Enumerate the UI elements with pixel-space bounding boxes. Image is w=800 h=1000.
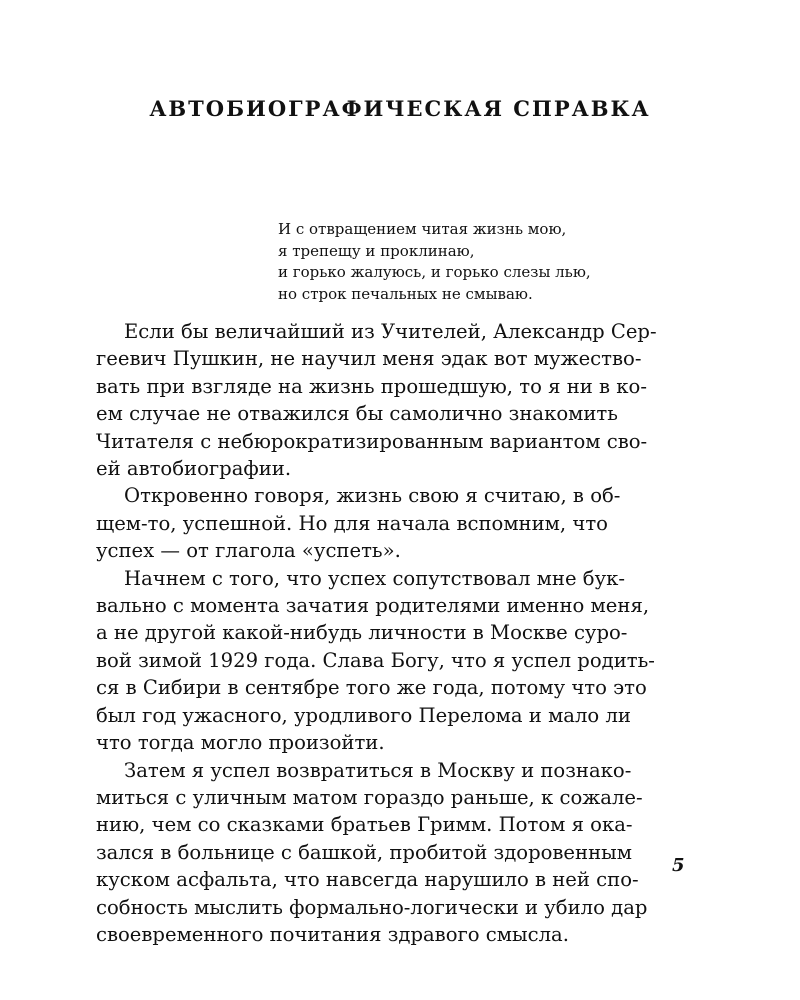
epigraph-line: но строк печальных не смываю.: [278, 284, 533, 303]
text-line: своевременного почитания здравого смысла.: [96, 922, 569, 946]
text-line: а не другой какой-нибудь личности в Москве суро-: [96, 621, 628, 645]
text-line: был год ужасного, уродливого Перелома и мало ли: [96, 703, 631, 727]
epigraph-line: и горько жалуюсь, и горько слезы лью,: [278, 263, 591, 281]
text-line: ей автобиографии.: [96, 457, 292, 481]
text-line: Начнем с того, что успех сопутствовал мне бук-: [124, 566, 625, 590]
text-line: геевич Пушкин, не научил меня эдак вот мужество-: [96, 347, 642, 371]
text-line: Читателя с небюрократизированным вариантом сво-: [96, 429, 648, 453]
epigraph: [278, 219, 718, 305]
text-line: вой зимой 1929 года. Слава Богу, что я успел родить-: [96, 648, 655, 672]
text-line: зался в больнице с башкой, пробитой здоровенным: [96, 840, 632, 864]
text-line: собность мыслить формально-логически и убило дар: [96, 895, 648, 919]
text-line: ся в Сибири в сентябре того же года, потому что это: [96, 676, 647, 700]
epigraph-line: я трепещу и проклинаю,: [278, 241, 475, 260]
chapter-title: АВТОБИОГРАФИЧЕСКАЯ СПРАВКА: [149, 96, 651, 121]
text-line: Откровенно говоря, жизнь свою я считаю, в об-: [124, 484, 621, 508]
text-line: вально с момента зачатия родителями именно меня,: [96, 594, 650, 618]
text-line: щем-то, успешной. Но для начала вспомним, что: [96, 511, 608, 535]
text-line: Если бы величайший из Учителей, Александр Сер-: [124, 320, 657, 343]
text-line: вать при взгляде на жизнь прошедшую, то я ни в ко-: [96, 374, 647, 398]
text-line: что тогда могло произойти.: [96, 731, 385, 755]
text-line: ем случае не отважился бы самолично знакомить: [96, 402, 618, 426]
page-number: 5: [672, 855, 685, 876]
text-line: куском асфальта, что навсегда нарушило в ней спо-: [96, 868, 639, 892]
text-line: миться с уличным матом гораздо раньше, к сожале-: [96, 785, 643, 809]
text-line: нию, чем со сказками братьев Гримм. Потом я ока-: [96, 813, 633, 837]
text-line: Затем я успел возвратиться в Москву и познако-: [124, 758, 632, 782]
epigraph-line: И с отвращением читая жизнь мою,: [278, 220, 567, 238]
text-line: успех — от глагола «успеть».: [96, 539, 401, 563]
body-text: [96, 318, 708, 948]
